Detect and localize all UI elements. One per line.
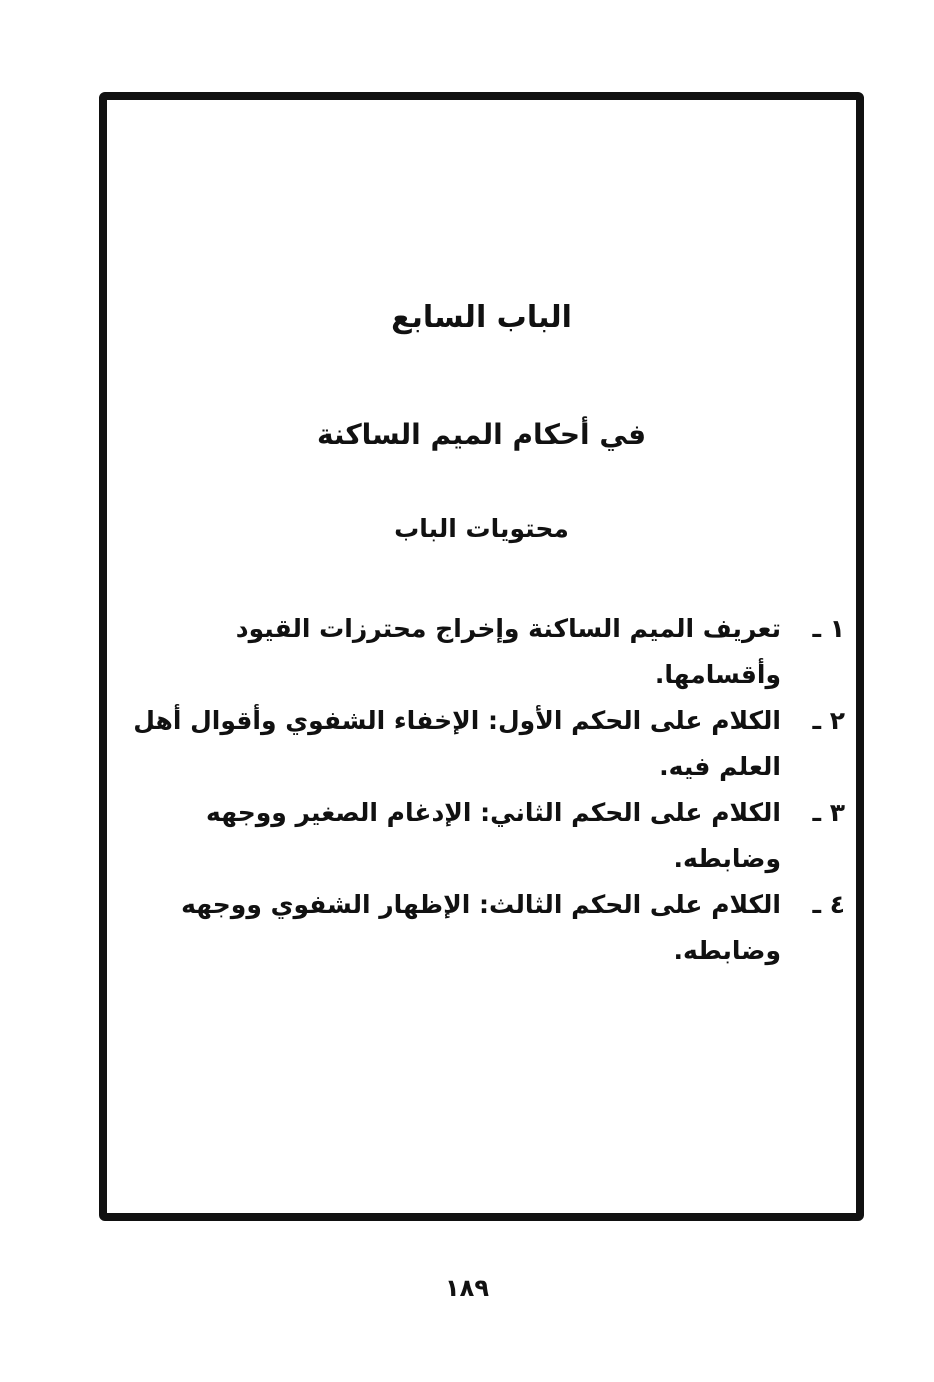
contents-item-1 (130, 606, 845, 698)
contents-heading: محتويات الباب (394, 514, 569, 543)
item-number: ٣ ـ (812, 798, 845, 827)
contents-item-4 (130, 882, 845, 974)
chapter-title: الباب السابع (391, 300, 572, 335)
item-number: ٤ ـ (812, 890, 845, 919)
item-number: ١ ـ (812, 614, 845, 643)
item-text: الكلام على الحكم الثاني: الإدغام الصغير ووجهه وضابطه. (206, 798, 781, 873)
chapter-subtitle: في أحكام الميم الساكنة (316, 418, 647, 451)
item-text: تعريف الميم الساكنة وإخراج محترزات القيود وأقسامها. (235, 614, 781, 689)
contents-item-3 (130, 790, 845, 882)
contents-list (130, 606, 845, 974)
item-text: الكلام على الحكم الثالث: الإظهار الشفوي ووجهه وضابطه. (181, 890, 781, 965)
item-number: ٢ ـ (812, 706, 845, 735)
item-text: الكلام على الحكم الأول: الإخفاء الشفوي وأقوال أهل العلم فيه. (133, 706, 781, 781)
contents-item-2 (130, 698, 845, 790)
page-number: ١٨٩ (445, 1274, 489, 1302)
